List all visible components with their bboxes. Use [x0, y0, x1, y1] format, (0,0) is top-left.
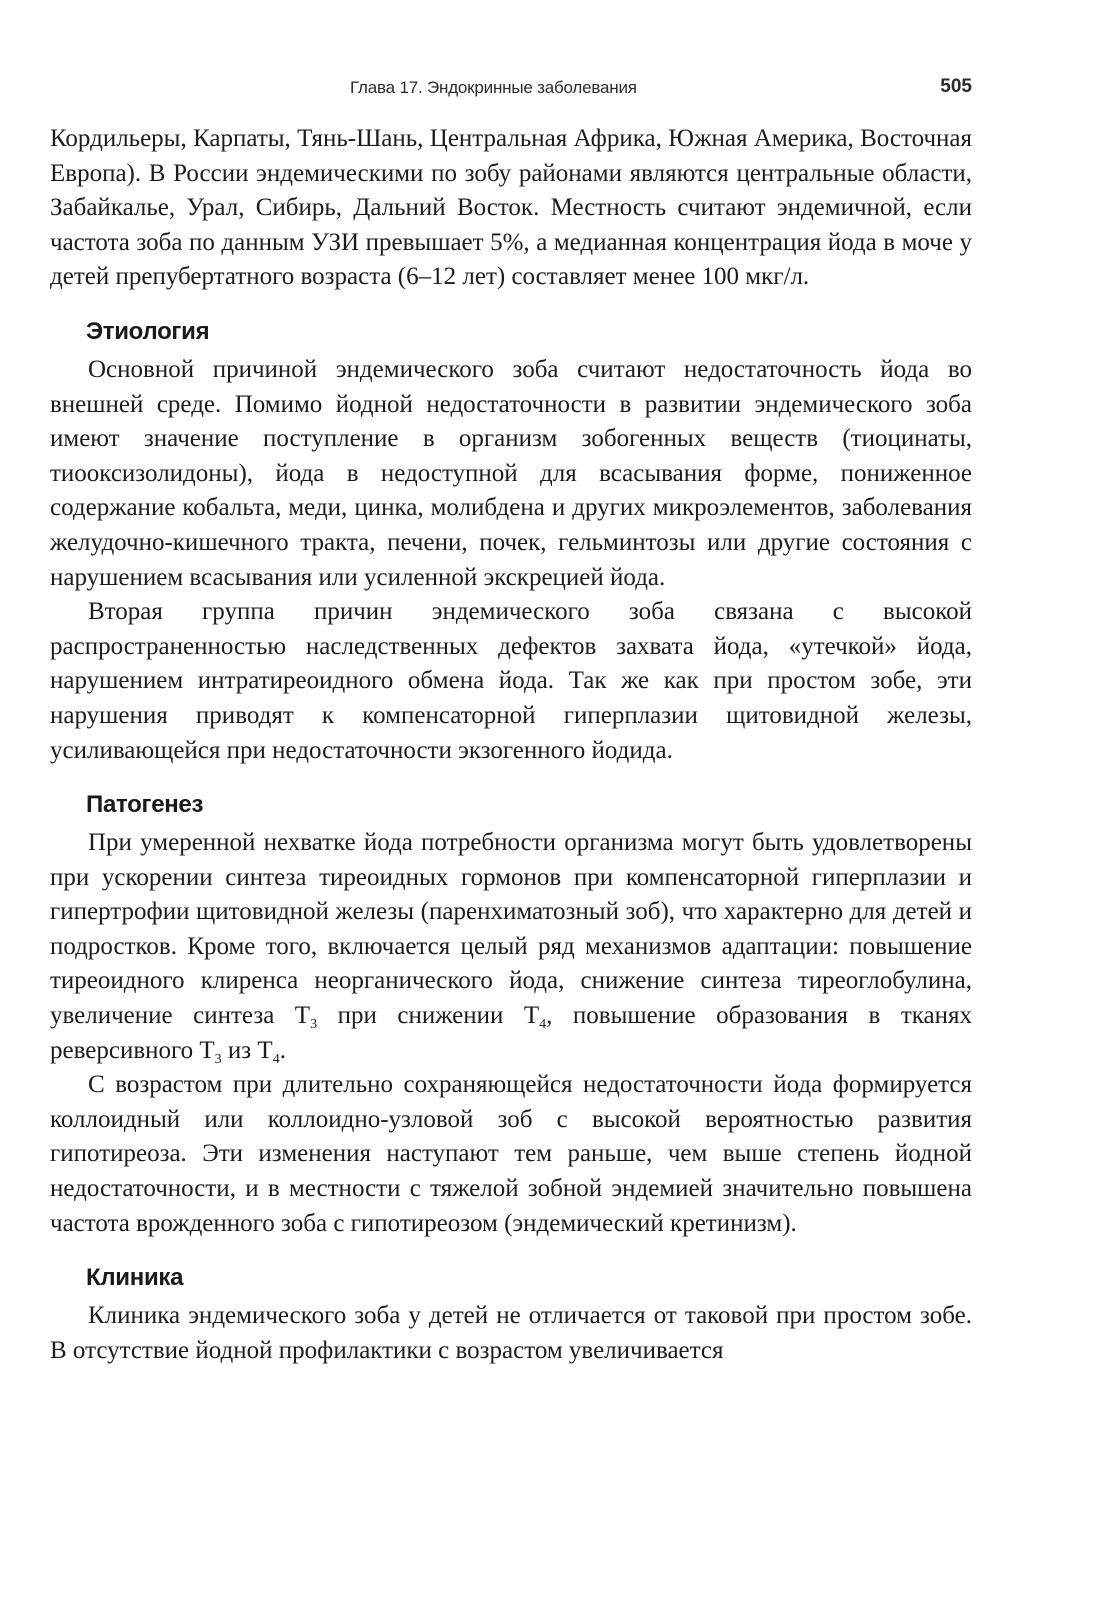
intro-paragraph: Кордильеры, Карпаты, Тянь-Шань, Центральная Африка, Южная Америка, Восточная Европа). В России эндемическими по зобу районами являются центральные области, Забайкалье, Урал, Сибирь, Дальний Восток. Местность считают эндемичной, если частота зоба по данным УЗИ превышает 5%, а медианная концентрация йода в моче у детей препубертатного возраста (6–12 лет) составляет менее 100 мкг/л.	[50, 125, 972, 291]
text-run: , повышение образования в тканях реверсивного T	[50, 1002, 972, 1064]
text-run: при снижении T	[317, 1002, 540, 1030]
page-content	[50, 122, 972, 1368]
chapter-title: Глава 17. Эндокринные заболевания	[350, 78, 637, 97]
subscript: 4	[272, 1051, 280, 1067]
page-number: 505	[940, 76, 972, 97]
running-header	[50, 74, 972, 102]
etiology-paragraph-2: Вторая группа причин эндемического зоба связана с высокой распространенностью наследственных дефектов захвата йода, «утечкой» йода, нарушением интратиреоидного обмена йода. Так же как при простом зобе, эти нарушения приводят к компенсаторной гиперплазии щитовидной железы, усиливающейся при недостаточности экзогенного йодида.	[50, 598, 972, 764]
subscript: 4	[539, 1017, 547, 1033]
pathogenesis-paragraph-1	[50, 826, 972, 1068]
section-heading-pathogenesis: Патогенез	[86, 791, 204, 819]
section-heading-etiology: Этиология	[86, 317, 210, 345]
text-run: из T	[221, 1036, 273, 1064]
section-heading-clinic: Клиника	[86, 1264, 184, 1292]
etiology-paragraph-1: Основной причиной эндемического зоба считают недостаточность йода во внешней среде. Помимо йодной недостаточности в развитии эндемического зоба имеют значение поступление в организм зобогенных веществ (тиоцинаты, тиооксизолидоны), йода в недоступной для всасывания форме, пониженное содержание кобальта, меди, цинка, молибдена и других микроэлементов, заболевания желудочно-кишечного тракта, печени, почек, гельминтозы или другие состояния с нарушением всасывания или усиленной экскрецией йода.	[50, 355, 972, 591]
text-run: .	[279, 1036, 286, 1064]
subscript: 3	[310, 1017, 318, 1033]
clinic-paragraph-1: Клиника эндемического зоба у детей не отличается от таковой при простом зобе. В отсутствие йодной профилактики с возрастом увеличивается	[50, 1302, 972, 1364]
pathogenesis-paragraph-2: С возрастом при длительно сохраняющейся недостаточности йода формируется коллоидный или коллоидно-узловой зоб с высокой вероятностью развития гипотиреоза. Эти изменения наступают тем раньше, чем выше степень йодной недостаточности, и в местности с тяжелой зобной эндемией значительно повышена частота врожденного зоба с гипотиреозом (эндемический кретинизм).	[50, 1071, 972, 1237]
text-run: При умеренной нехватке йода потребности организма могут быть удовлетворены при ускорении синтеза тиреоидных гормонов при компенсаторной гиперплазии и гипертрофии щитовидной железы (паренхиматозный зоб), что характерно для детей и подростков. Кроме того, включается целый ряд механизмов адаптации: повышение тиреоидного клиренса неорганического йода, снижение синтеза тиреоглобулина, увеличение синтеза T	[50, 829, 972, 1030]
subscript: 3	[214, 1051, 222, 1067]
